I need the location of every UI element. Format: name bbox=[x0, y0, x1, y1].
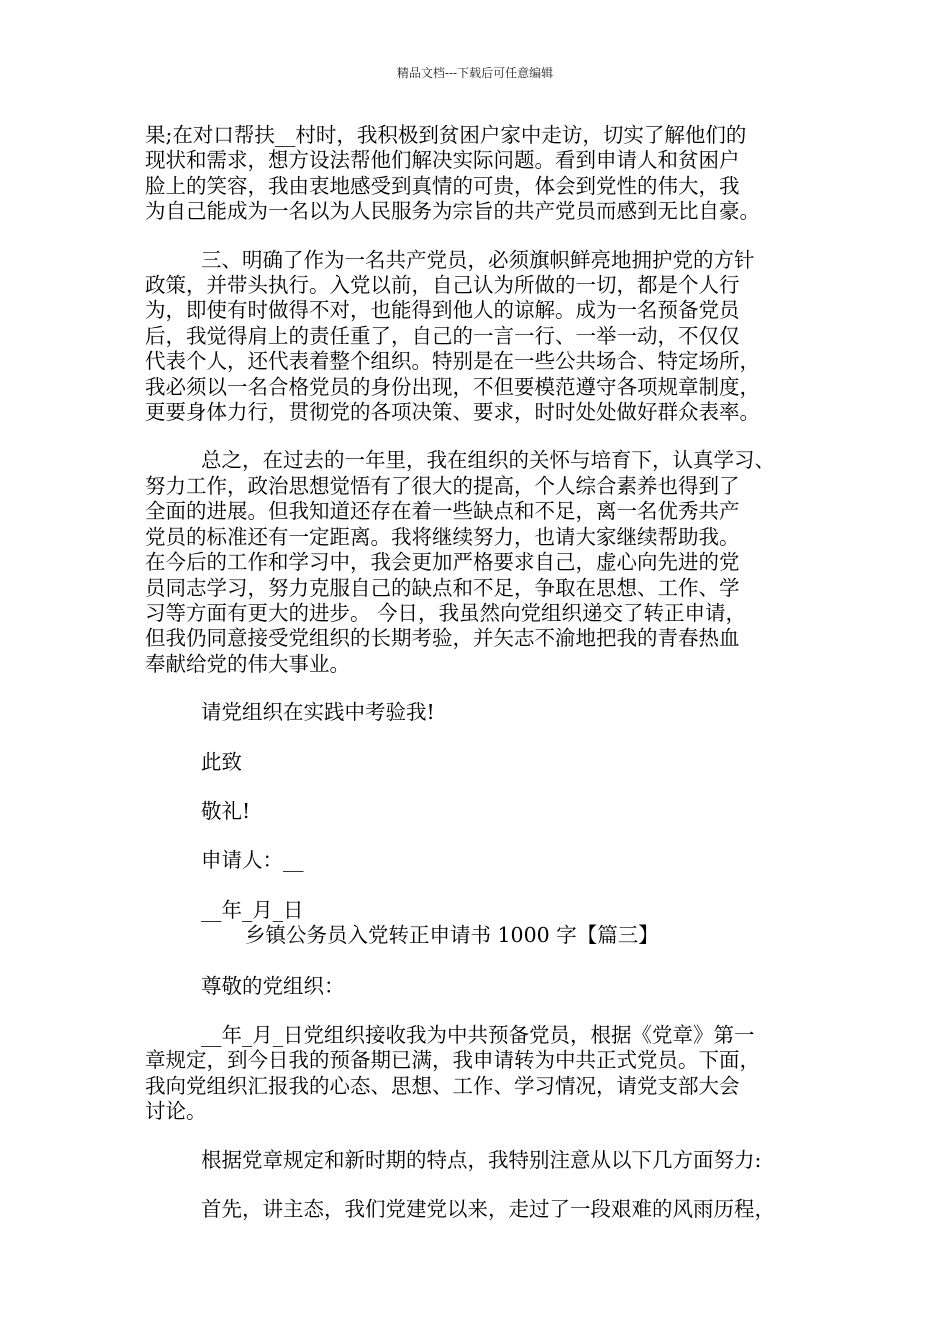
paragraph-6: 首先，讲主态，我们党建党以来，走过了一段艰难的风雨历程， bbox=[201, 1197, 775, 1221]
closing-line-2: 敬礼! bbox=[201, 798, 251, 823]
text-line: 为，即使有时做得不对，也能得到他人的谅解。成为一名预备党员 bbox=[145, 298, 740, 323]
text-line: 讨论。 bbox=[145, 1099, 207, 1124]
section-title: 乡镇公务员入党转正申请书 1000 字【篇三】 bbox=[245, 923, 659, 948]
request-line: 请党组织在实践中考验我! bbox=[201, 700, 435, 725]
text-line: 总之，在过去的一年里，我在组织的关怀与培育下，认真学习、 bbox=[201, 448, 775, 473]
document-body bbox=[145, 123, 820, 1222]
page-header: 精品文档---下载后可任意编辑 bbox=[396, 66, 554, 80]
salutation-line: 尊敬的党组织： bbox=[201, 973, 345, 998]
text-line: 现状和需求，想方设法帮他们解决实际问题。看到申请人和贫困户 bbox=[145, 148, 740, 173]
text-line: 习等方面有更大的进步。 今日，我虽然向党组织递交了转正申请， bbox=[145, 600, 747, 625]
text-line: 我必须以一名合格党员的身份出现，不但要模范遵守各项规章制度， bbox=[145, 374, 760, 399]
closing-line-1: 此致 bbox=[201, 749, 242, 774]
text-line: 奉献给党的伟大事业。 bbox=[145, 651, 350, 676]
text-line: 员同志学习，努力克服自己的缺点和不足，争取在思想、工作、学 bbox=[145, 575, 740, 600]
text-line: 在今后的工作和学习中，我会更加严格要求自己，虚心向先进的党 bbox=[145, 550, 740, 575]
paragraph-2 bbox=[145, 248, 820, 426]
applicant-line: 申请人：__ bbox=[201, 848, 304, 873]
paragraph-5: 根据党章规定和新时期的特点，我特别注意从以下几方面努力: bbox=[201, 1147, 762, 1172]
text-line: 果;在对口帮扶__村时，我积极到贫困户家中走访，切实了解他们的 bbox=[145, 123, 747, 147]
paragraph-4 bbox=[145, 1023, 820, 1125]
text-line: 政策，并带头执行。入党以前，自己认为所做的一切，都是个人行 bbox=[145, 273, 740, 298]
text-line: 为自己能成为一名以为人民服务为宗旨的共产党员而感到无比自豪。 bbox=[145, 199, 760, 224]
paragraph-1 bbox=[145, 123, 820, 225]
text-line: 代表个人，还代表着整个组织。特别是在一些公共场合、特定场所， bbox=[145, 349, 760, 374]
text-line: 三、明确了作为一名共产党员，必须旗帜鲜亮地拥护党的方针 bbox=[201, 247, 755, 272]
text-line: 章规定，到今日我的预备期已满，我申请转为中共正式党员。下面， bbox=[145, 1048, 760, 1073]
text-line: 更要身体力行，贯彻党的各项决策、要求，时时处处做好群众表率。 bbox=[145, 400, 760, 425]
text-line: 但我仍同意接受党组织的长期考验，并矢志不渝地把我的青春热血 bbox=[145, 626, 740, 651]
text-line: 党员的标准还有一定距离。我将继续努力，也请大家继续帮助我。 bbox=[145, 524, 740, 549]
text-line: 努力工作，政治思想觉悟有了很大的提高，个人综合素养也得到了 bbox=[145, 473, 740, 498]
text-line: 脸上的笑容，我由衷地感受到真情的可贵，体会到党性的伟大，我 bbox=[145, 173, 740, 198]
text-line: __年_月_日党组织接收我为中共预备党员，根据《党章》第一 bbox=[201, 1022, 755, 1047]
paragraph-3 bbox=[145, 448, 820, 677]
text-line: 全面的进展。但我知道还存在着一些缺点和不足，离一名优秀共产 bbox=[145, 499, 740, 524]
date-line: __年_月_日 bbox=[201, 897, 304, 922]
text-line: 后，我觉得肩上的责任重了，自己的一言一行、一举一动，不仅仅 bbox=[145, 323, 740, 348]
text-line: 我向党组织汇报我的心态、思想、工作、学习情况，请党支部大会 bbox=[145, 1073, 740, 1098]
